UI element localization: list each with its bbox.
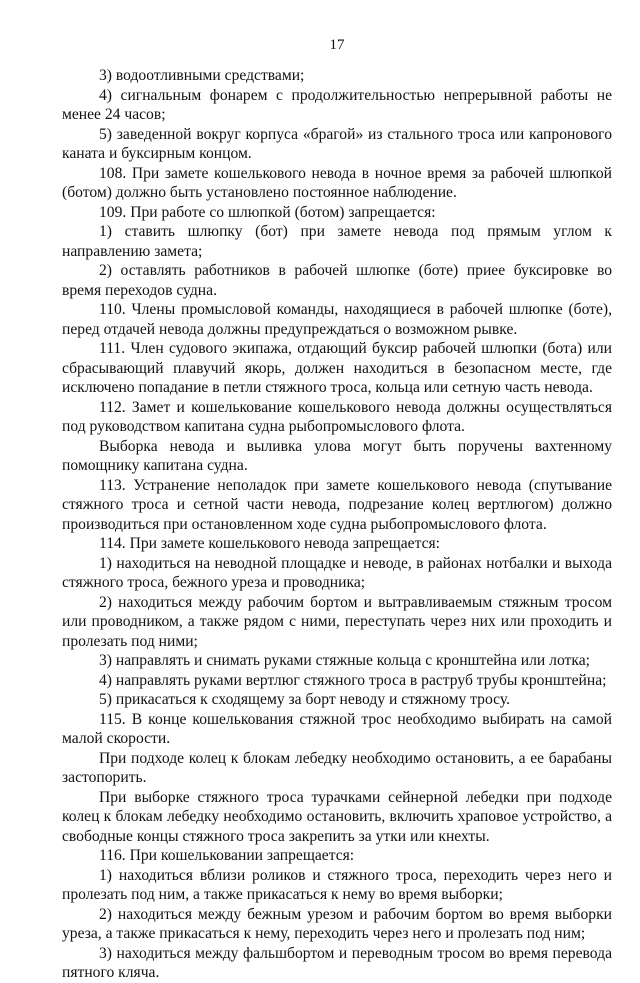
page-number: 17 bbox=[329, 37, 345, 53]
paragraph: 116. При кошельковании запрещается: bbox=[99, 847, 355, 864]
paragraph: 2) находиться между рабочим бортом и вытравливаемым стяжным тросом или проводником, а также рядом с ними, переступать через них или проходить и пролезать под ними; bbox=[62, 593, 612, 650]
paragraph: 1) находиться на неводной площадке и неводе, в районах нотбалки и выхода стяжного троса, бежного уреза и проводника; bbox=[62, 554, 612, 591]
paragraph: 2) находиться между бежным урезом и рабочим бортом во время выборки уреза, а также прикасаться к нему, переходить через него и пролезать под ним; bbox=[62, 905, 612, 942]
paragraph: Выборка невода и выливка улова могут быть поручены вахтенному помощнику капитана судна. bbox=[62, 437, 612, 474]
paragraph: 115. В конце кошелькования стяжной трос необходимо выбирать на самой малой скорости. bbox=[62, 710, 612, 747]
paragraph: 3) водоотливными средствами; bbox=[99, 67, 305, 84]
paragraph: 110. Члены промысловой команды, находящиеся в рабочей шлюпке (боте), перед отдачей невода должны предупреждаться о возможном рывке. bbox=[62, 301, 612, 338]
paragraph: 3) находиться между фальшбортом и переводным тросом во время перевода пятного кляча. bbox=[62, 944, 612, 981]
paragraph: При подходе колец к блокам лебедку необходимо остановить, а ее барабаны застопорить. bbox=[62, 749, 612, 786]
paragraph: 114. При замете кошелькового невода запрещается: bbox=[99, 535, 440, 552]
paragraph: 112. Замет и кошелькование кошелькового невода должны осуществляться под руководством капитана судна рыбопромыслового флота. bbox=[62, 398, 612, 435]
paragraph: 1) ставить шлюпку (бот) при замете невода под прямым углом к направлению замета; bbox=[62, 223, 612, 260]
paragraph: 3) направлять и снимать руками стяжные кольца с кронштейна или лотка; bbox=[99, 652, 590, 669]
paragraph: 5) прикасаться к сходящему за борт неводу и стяжному тросу. bbox=[99, 691, 511, 708]
paragraph: 111. Член судового экипажа, отдающий буксир рабочей шлюпки (бота) или сбрасывающий плавучий якорь, должен находиться в безопасном месте, где исключено попадание в петли стяжного троса, кольца или сетную часть невода. bbox=[62, 340, 612, 396]
paragraph: 4) сигнальным фонарем с продолжительностью непрерывной работы не менее 24 часов; bbox=[62, 86, 612, 123]
paragraph: 1) находиться вблизи роликов и стяжного троса, переходить через него и пролезать под ним, а также прикасаться к нему во время выборки; bbox=[62, 866, 612, 903]
paragraph: 113. Устранение неполадок при замете кошелькового невода (спутывание стяжного троса и сетной части невода, подрезание колец вертлюгом) должно производиться при остановленном ходе судна рыбопромыслового флота. bbox=[62, 476, 612, 533]
paragraph: 108. При замете кошелькового невода в ночное время за рабочей шлюпкой (ботом) должно быть установлено постоянное наблюдение. bbox=[62, 164, 612, 201]
paragraph: 4) направлять руками вертлюг стяжного троса в раструб трубы кронштейна; bbox=[99, 671, 607, 689]
paragraph: 2) оставлять работников в рабочей шлюпке (боте) приее буксировке во время переходов судна. bbox=[62, 262, 612, 299]
paragraph: 5) заведенной вокруг корпуса «брагой» из стального троса или капронового каната и буксирным концом. bbox=[62, 125, 612, 162]
document-body bbox=[62, 66, 612, 983]
paragraph: 109. При работе со шлюпкой (ботом) запрещается: bbox=[99, 203, 436, 221]
paragraph: При выборке стяжного троса турачками сейнерной лебедки при подходе колец к блокам лебедку необходимо остановить, включить храповое устройство, а свободные концы стяжного троса закрепить за утки или кнехты. bbox=[62, 788, 612, 845]
